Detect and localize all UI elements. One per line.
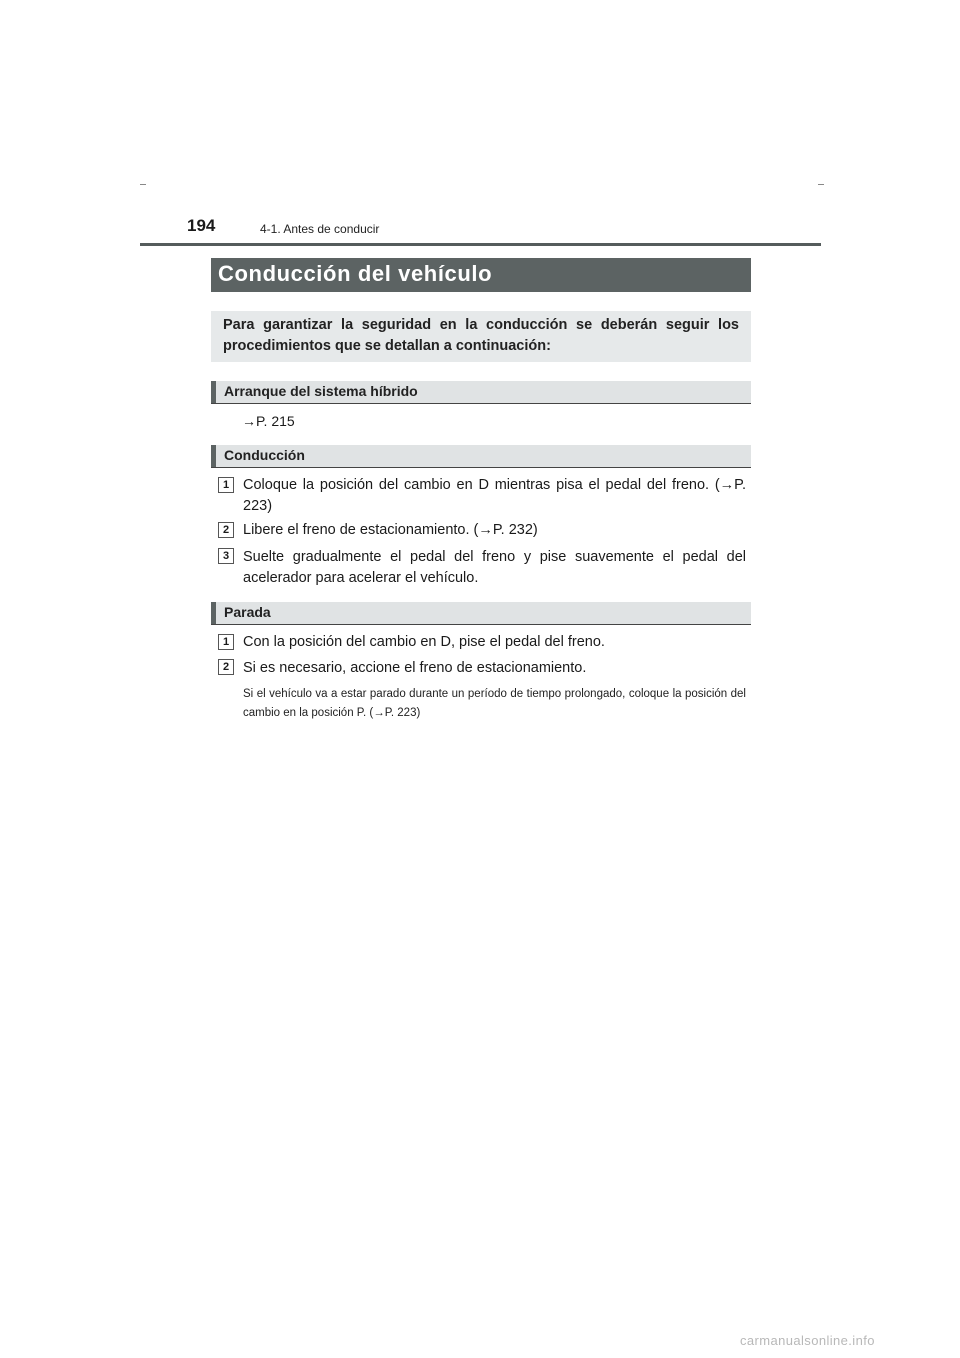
section-heading-driving-label: Conducción [224, 447, 305, 463]
driving-step-1-number: 1 [218, 477, 234, 493]
page-title: Conducción del vehículo [218, 261, 493, 286]
start-page-reference: →P. 215 [242, 413, 295, 429]
intro-text: Para garantizar la seguridad en la conducción se deberán seguir los procedimientos que se detallan a continuación: [223, 317, 739, 354]
driving-step-3-number: 3 [218, 548, 234, 564]
page-title-bar [211, 258, 751, 292]
stop-step-2-text: Si es necesario, accione el freno de estacionamiento. [243, 660, 587, 676]
driving-step-1-text: Coloque la posición del cambio en D mientras pisa el pedal del freno. (→P. 223) [243, 477, 746, 514]
stop-step-2-number: 2 [218, 659, 234, 675]
header-divider [140, 243, 821, 246]
section-heading-start [211, 381, 751, 404]
crop-mark-left [140, 184, 146, 185]
driving-step-2-number: 2 [218, 522, 234, 538]
stop-note: Si el vehículo va a estar parado durante un período de tiempo prolongado, coloque la posición del cambio en la posición P. (→P. 223) [243, 688, 746, 719]
section-heading-stop [211, 602, 751, 625]
page-number: 194 [187, 216, 216, 235]
stop-step-1-text: Con la posición del cambio en D, pise el pedal del freno. [243, 634, 605, 650]
intro-box [211, 311, 751, 362]
section-heading-stop-label: Parada [224, 604, 271, 620]
section-heading-start-label: Arranque del sistema híbrido [224, 383, 418, 399]
section-breadcrumb: 4-1. Antes de conducir [260, 222, 380, 236]
driving-step-3-text: Suelte gradualmente el pedal del freno y pise suavemente el pedal del acelerador para acelerar el vehículo. [243, 549, 746, 586]
watermark: carmanualsonline.info [740, 1333, 875, 1348]
crop-mark-right [818, 184, 824, 185]
driving-step-2-text: Libere el freno de estacionamiento. (→P. 232) [243, 522, 538, 538]
section-heading-driving [211, 445, 751, 468]
stop-step-1-number: 1 [218, 634, 234, 650]
